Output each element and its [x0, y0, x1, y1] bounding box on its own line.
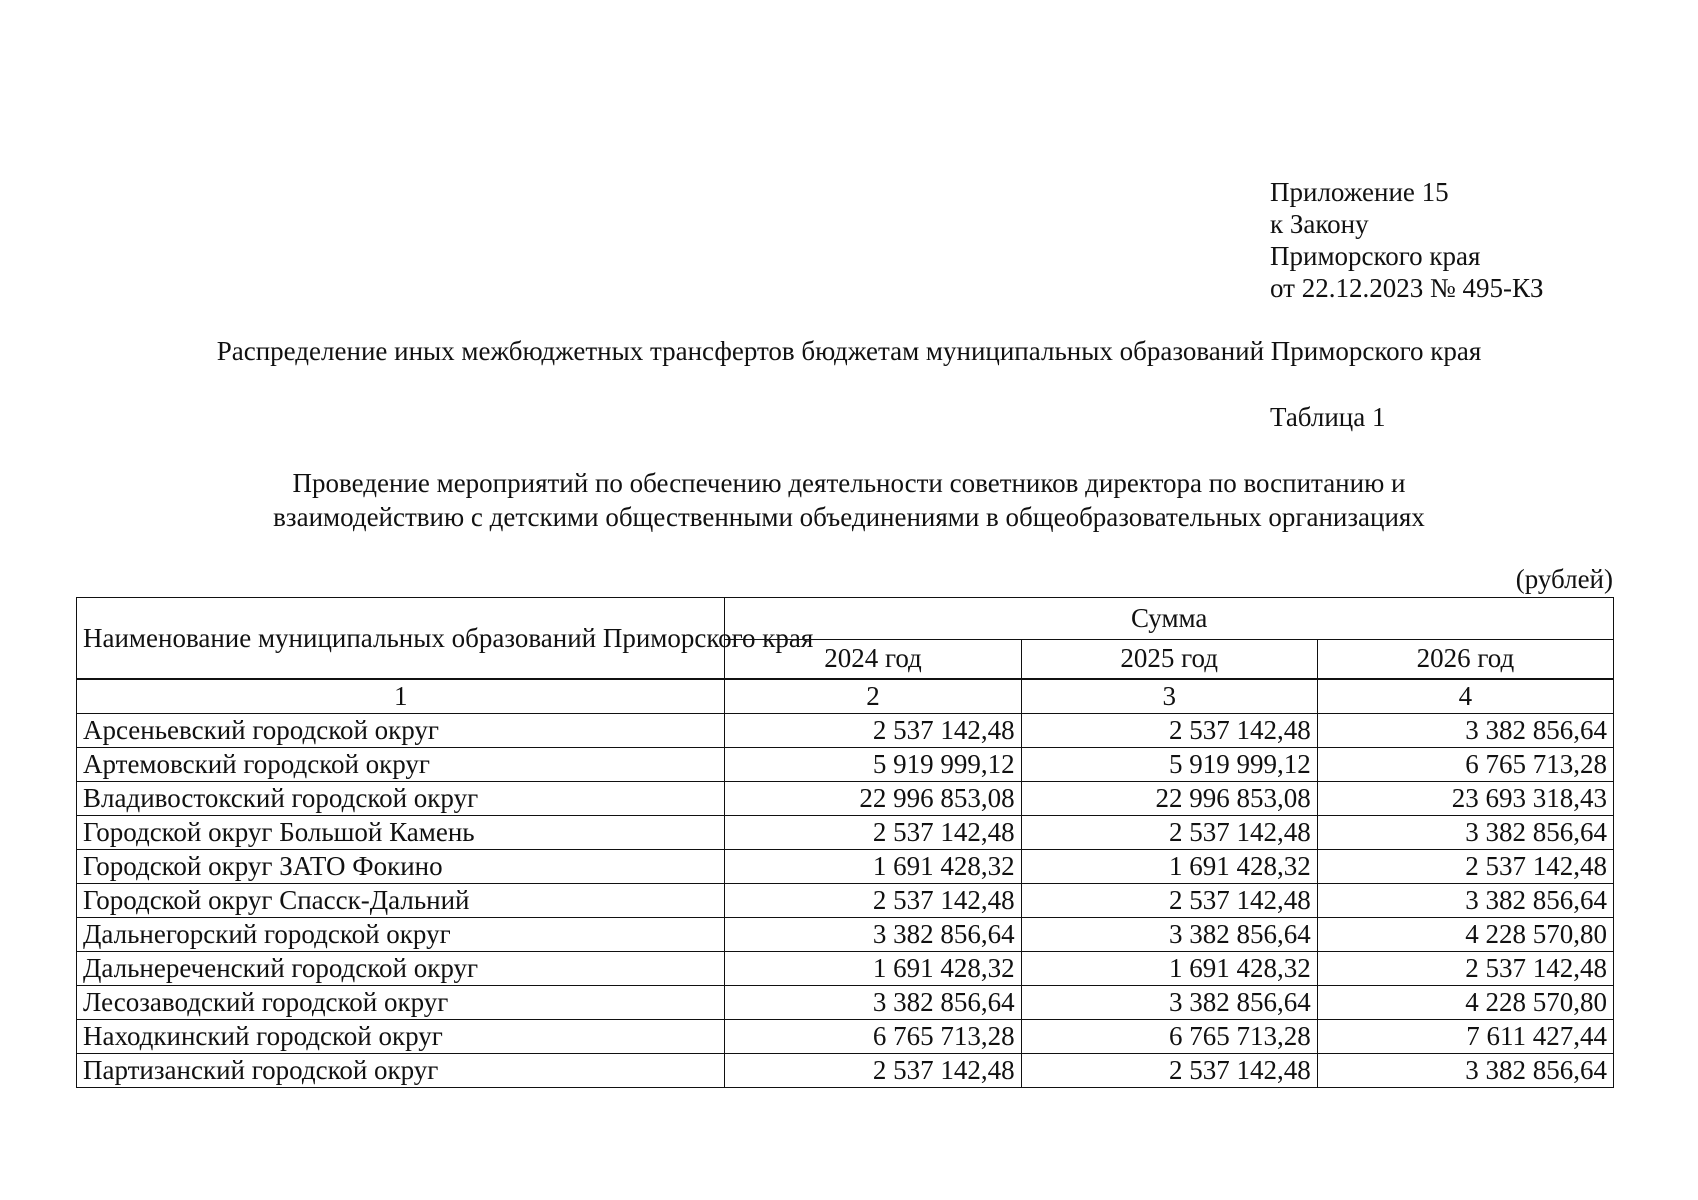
table-row [77, 850, 1614, 884]
table-row [77, 884, 1614, 918]
header-year-2024: 2024 год [725, 639, 1021, 679]
table-row [77, 1020, 1614, 1054]
amount-2026: 3 382 856,64 [1317, 884, 1613, 918]
municipality-name: Лесозаводский городской округ [77, 986, 725, 1020]
amount-2026: 4 228 570,80 [1317, 986, 1613, 1020]
amount-2024: 2 537 142,48 [725, 714, 1021, 748]
table-title-line-1: Проведение мероприятий по обеспечению деятельности советников директора по воспитанию и [292, 468, 1406, 498]
column-index: 2 [725, 679, 1021, 714]
amount-2025: 3 382 856,64 [1021, 918, 1317, 952]
column-index: 4 [1317, 679, 1613, 714]
municipality-name: Городской округ Спасск-Дальний [77, 884, 725, 918]
table-row [77, 1054, 1614, 1088]
table-row [77, 918, 1614, 952]
amount-2026: 7 611 427,44 [1317, 1020, 1613, 1054]
column-index: 3 [1021, 679, 1317, 714]
transfers-table [76, 597, 1614, 1088]
appendix-date: от 22.12.2023 № 495-КЗ [1270, 273, 1544, 303]
table-row [77, 986, 1614, 1020]
amount-2026: 6 765 713,28 [1317, 748, 1613, 782]
amount-2025: 3 382 856,64 [1021, 986, 1317, 1020]
column-index-row [77, 679, 1614, 714]
unit-label: (рублей) [1515, 564, 1613, 594]
municipality-name: Дальнегорский городской округ [77, 918, 725, 952]
table-label: Таблица 1 [1270, 402, 1386, 432]
amount-2025: 1 691 428,32 [1021, 952, 1317, 986]
amount-2024: 5 919 999,12 [725, 748, 1021, 782]
municipality-name: Находкинский городской округ [77, 1020, 725, 1054]
column-index: 1 [77, 679, 725, 714]
municipality-name: Арсеньевский городской округ [77, 714, 725, 748]
amount-2025: 2 537 142,48 [1021, 816, 1317, 850]
municipality-name: Городской округ ЗАТО Фокино [77, 850, 725, 884]
table-row [77, 748, 1614, 782]
table-title [0, 466, 1698, 534]
municipality-name: Артемовский городской округ [77, 748, 725, 782]
amount-2024: 3 382 856,64 [725, 986, 1021, 1020]
appendix-region: Приморского края [1270, 241, 1481, 271]
amount-2024: 3 382 856,64 [725, 918, 1021, 952]
municipality-name: Дальнереченский городской округ [77, 952, 725, 986]
amount-2025: 5 919 999,12 [1021, 748, 1317, 782]
table-row [77, 782, 1614, 816]
appendix-number: Приложение 15 [1270, 177, 1449, 207]
amount-2024: 22 996 853,08 [725, 782, 1021, 816]
amount-2024: 6 765 713,28 [725, 1020, 1021, 1054]
appendix-reference [1270, 176, 1543, 304]
amount-2025: 1 691 428,32 [1021, 850, 1317, 884]
amount-2026: 3 382 856,64 [1317, 714, 1613, 748]
amount-2025: 6 765 713,28 [1021, 1020, 1317, 1054]
municipality-name: Владивостокский городской округ [77, 782, 725, 816]
amount-2026: 4 228 570,80 [1317, 918, 1613, 952]
amount-2025: 2 537 142,48 [1021, 884, 1317, 918]
amount-2026: 3 382 856,64 [1317, 1054, 1613, 1088]
amount-2025: 2 537 142,48 [1021, 1054, 1317, 1088]
amount-2024: 2 537 142,48 [725, 816, 1021, 850]
municipality-name: Городской округ Большой Камень [77, 816, 725, 850]
table-row [77, 816, 1614, 850]
amount-2026: 3 382 856,64 [1317, 816, 1613, 850]
municipality-name: Партизанский городской округ [77, 1054, 725, 1088]
amount-2025: 2 537 142,48 [1021, 714, 1317, 748]
amount-2024: 2 537 142,48 [725, 884, 1021, 918]
header-municipality: Наименование муниципальных образований Приморского края [77, 598, 725, 680]
table-row [77, 714, 1614, 748]
header-year-2026: 2026 год [1317, 639, 1613, 679]
amount-2025: 22 996 853,08 [1021, 782, 1317, 816]
header-sum: Сумма [725, 598, 1614, 640]
amount-2026: 2 537 142,48 [1317, 952, 1613, 986]
amount-2024: 1 691 428,32 [725, 952, 1021, 986]
amount-2026: 23 693 318,43 [1317, 782, 1613, 816]
amount-2024: 1 691 428,32 [725, 850, 1021, 884]
document-title: Распределение иных межбюджетных трансфертов бюджетам муниципальных образований Приморского края [216, 336, 1482, 366]
table-row [77, 952, 1614, 986]
table-title-line-2: взаимодействию с детскими общественными объединениями в общеобразовательных организациях [273, 502, 1425, 532]
header-year-2025: 2025 год [1021, 639, 1317, 679]
appendix-law: к Закону [1270, 209, 1369, 239]
amount-2024: 2 537 142,48 [725, 1054, 1021, 1088]
amount-2026: 2 537 142,48 [1317, 850, 1613, 884]
